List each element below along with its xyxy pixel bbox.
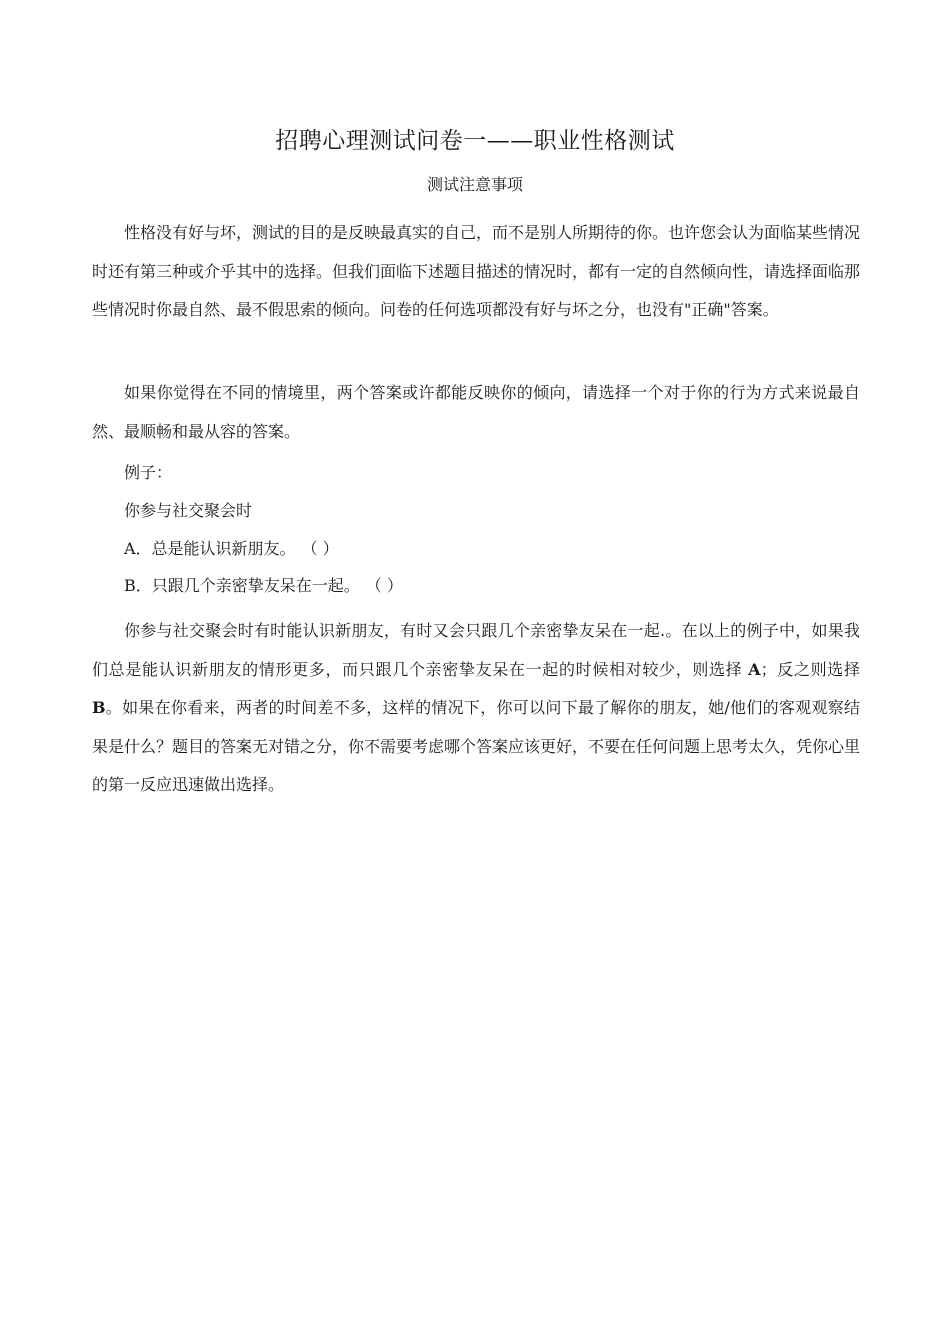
paragraph-3-bold-b: B [92,698,106,717]
paragraph-3-part-3: 。如果在你看来，两者的时间差不多，这样的情况下，你可以问下最了解你的朋友，她/他们的客观观察结果是什么？题目的答案无对错之分，你不需要考虑哪个答案应该更好，不要在任何问题上思考太久，凭你心里的第一反应迅速做出选择。 [92,698,861,794]
instruction-paragraph-1: 性格没有好与坏，测试的目的是反映最真实的自己，而不是别人所期待的你。也许您会认为面临某些情况时还有第三种或介乎其中的选择。但我们面临下述题目描述的情况时，都有一定的自然倾向性，请选择面临那些情况时你最自然、最不假思索的倾向。问卷的任何选项都没有好与坏之分，也没有"正确"答案。 [92,223,861,319]
example-question: 你参与社交聚会时 [124,501,253,520]
option-a-blank: （ ） [309,539,339,558]
paragraph-3-part-2: ；反之则选择 [760,659,860,679]
example-label: 例子： [124,463,173,482]
option-b-blank: （ ） [373,576,403,595]
instruction-paragraph-2: 如果你觉得在不同的情境里，两个答案或许都能反映你的倾向，请选择一个对于你的行为方式来说最自然、最顺畅和最从容的答案。 [92,383,860,441]
document-subtitle: 测试注意事项 [426,175,523,194]
example-option-a [124,536,339,562]
document-title: 招聘心理测试问卷一——职业性格测试 [275,128,675,154]
instruction-paragraph-3 [92,612,860,805]
paragraph-3-part-1: 你参与社交聚会时有时能认识新朋友，有时又会只跟几个亲密挚友呆在一起.。在以上的例子中，如果我们总是能认识新朋友的情形更多，而只跟几个亲密挚友呆在一起的时候相对较少，则选择 [92,621,860,679]
example-option-b [124,573,403,599]
option-a-text: A．总是能认识新朋友。 [124,539,296,558]
paragraph-3-bold-a: A [748,659,761,679]
option-b-text: B．只跟几个亲密挚友呆在一起。 [124,576,360,595]
